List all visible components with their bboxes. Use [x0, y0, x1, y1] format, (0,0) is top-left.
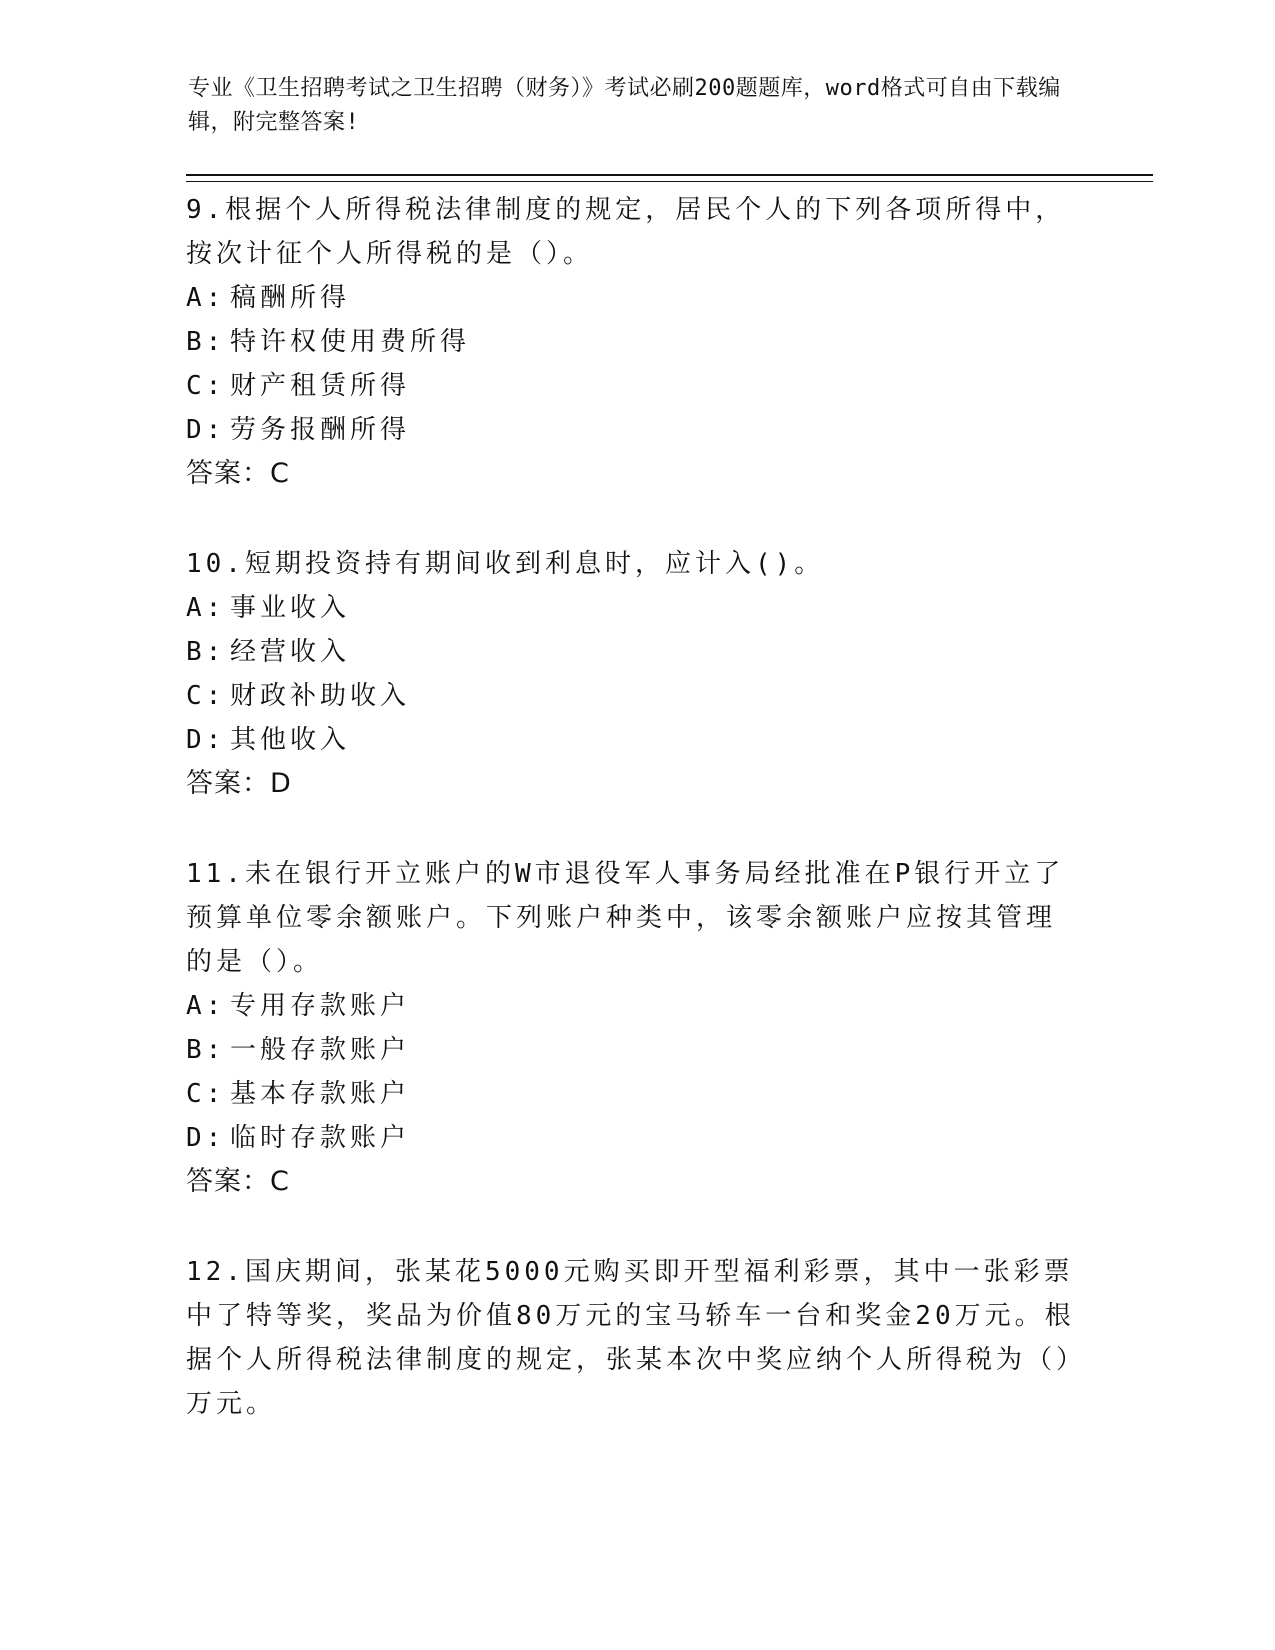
answer-line: 答案：C [186, 1166, 290, 1197]
option-text: 专用存款账户 [230, 991, 411, 1021]
option-text: 事业收入 [230, 593, 351, 623]
option-key: B: [186, 327, 226, 357]
option-c [186, 674, 1076, 718]
question-item [186, 188, 1076, 496]
document-header: 专业《卫生招聘考试之卫生招聘（财务）》考试必刷200题题库，word格式可自由下载编辑，附完整答案! [188, 76, 1061, 135]
question-item [186, 1250, 1076, 1426]
question-item [186, 852, 1076, 1204]
option-text: 稿酬所得 [230, 283, 351, 313]
option-text: 经营收入 [230, 637, 351, 667]
question-stem: 12.国庆期间，张某花5000元购买即开型福利彩票，其中一张彩票中了特等奖，奖品为价值80万元的宝马轿车一台和奖金20万元。根据个人所得税法律制度的规定，张某本次中奖应纳个人所得税为（）万元。 [186, 1257, 1075, 1419]
option-key: A: [186, 283, 226, 313]
header-divider-thin [186, 181, 1153, 182]
option-text: 基本存款账户 [230, 1079, 411, 1109]
option-d [186, 718, 1076, 762]
option-key: D: [186, 1123, 226, 1153]
option-c [186, 364, 1076, 408]
question-list [186, 188, 1076, 1426]
option-d [186, 408, 1076, 452]
question-item [186, 542, 1076, 806]
option-text: 其他收入 [230, 725, 351, 755]
question-stem: 10.短期投资持有期间收到利息时，应计入()。 [186, 549, 825, 579]
option-key: B: [186, 1035, 226, 1065]
option-text: 财政补助收入 [230, 681, 411, 711]
question-stem: 9.根据个人所得税法律制度的规定，居民个人的下列各项所得中，按次计征个人所得税的是（）。 [186, 195, 1066, 269]
header-divider-thick [186, 174, 1153, 176]
option-a [186, 984, 1076, 1028]
option-key: A: [186, 991, 226, 1021]
option-b [186, 1028, 1076, 1072]
option-key: C: [186, 371, 226, 401]
option-a [186, 276, 1076, 320]
option-key: B: [186, 637, 226, 667]
option-c [186, 1072, 1076, 1116]
option-text: 特许权使用费所得 [230, 327, 471, 357]
option-key: D: [186, 415, 226, 445]
option-text: 一般存款账户 [230, 1035, 411, 1065]
option-key: D: [186, 725, 226, 755]
question-stem: 11.未在银行开立账户的W市退役军人事务局经批准在P银行开立了预算单位零余额账户。下列账户种类中，该零余额账户应按其管理的是（）。 [186, 859, 1065, 977]
option-text: 劳务报酬所得 [230, 415, 411, 445]
option-text: 临时存款账户 [230, 1123, 411, 1153]
option-b [186, 630, 1076, 674]
answer-line: 答案：C [186, 458, 290, 489]
option-text: 财产租赁所得 [230, 371, 411, 401]
option-b [186, 320, 1076, 364]
option-a [186, 586, 1076, 630]
option-key: C: [186, 1079, 226, 1109]
option-key: C: [186, 681, 226, 711]
answer-line: 答案：D [186, 768, 292, 799]
option-key: A: [186, 593, 226, 623]
option-d [186, 1116, 1076, 1160]
